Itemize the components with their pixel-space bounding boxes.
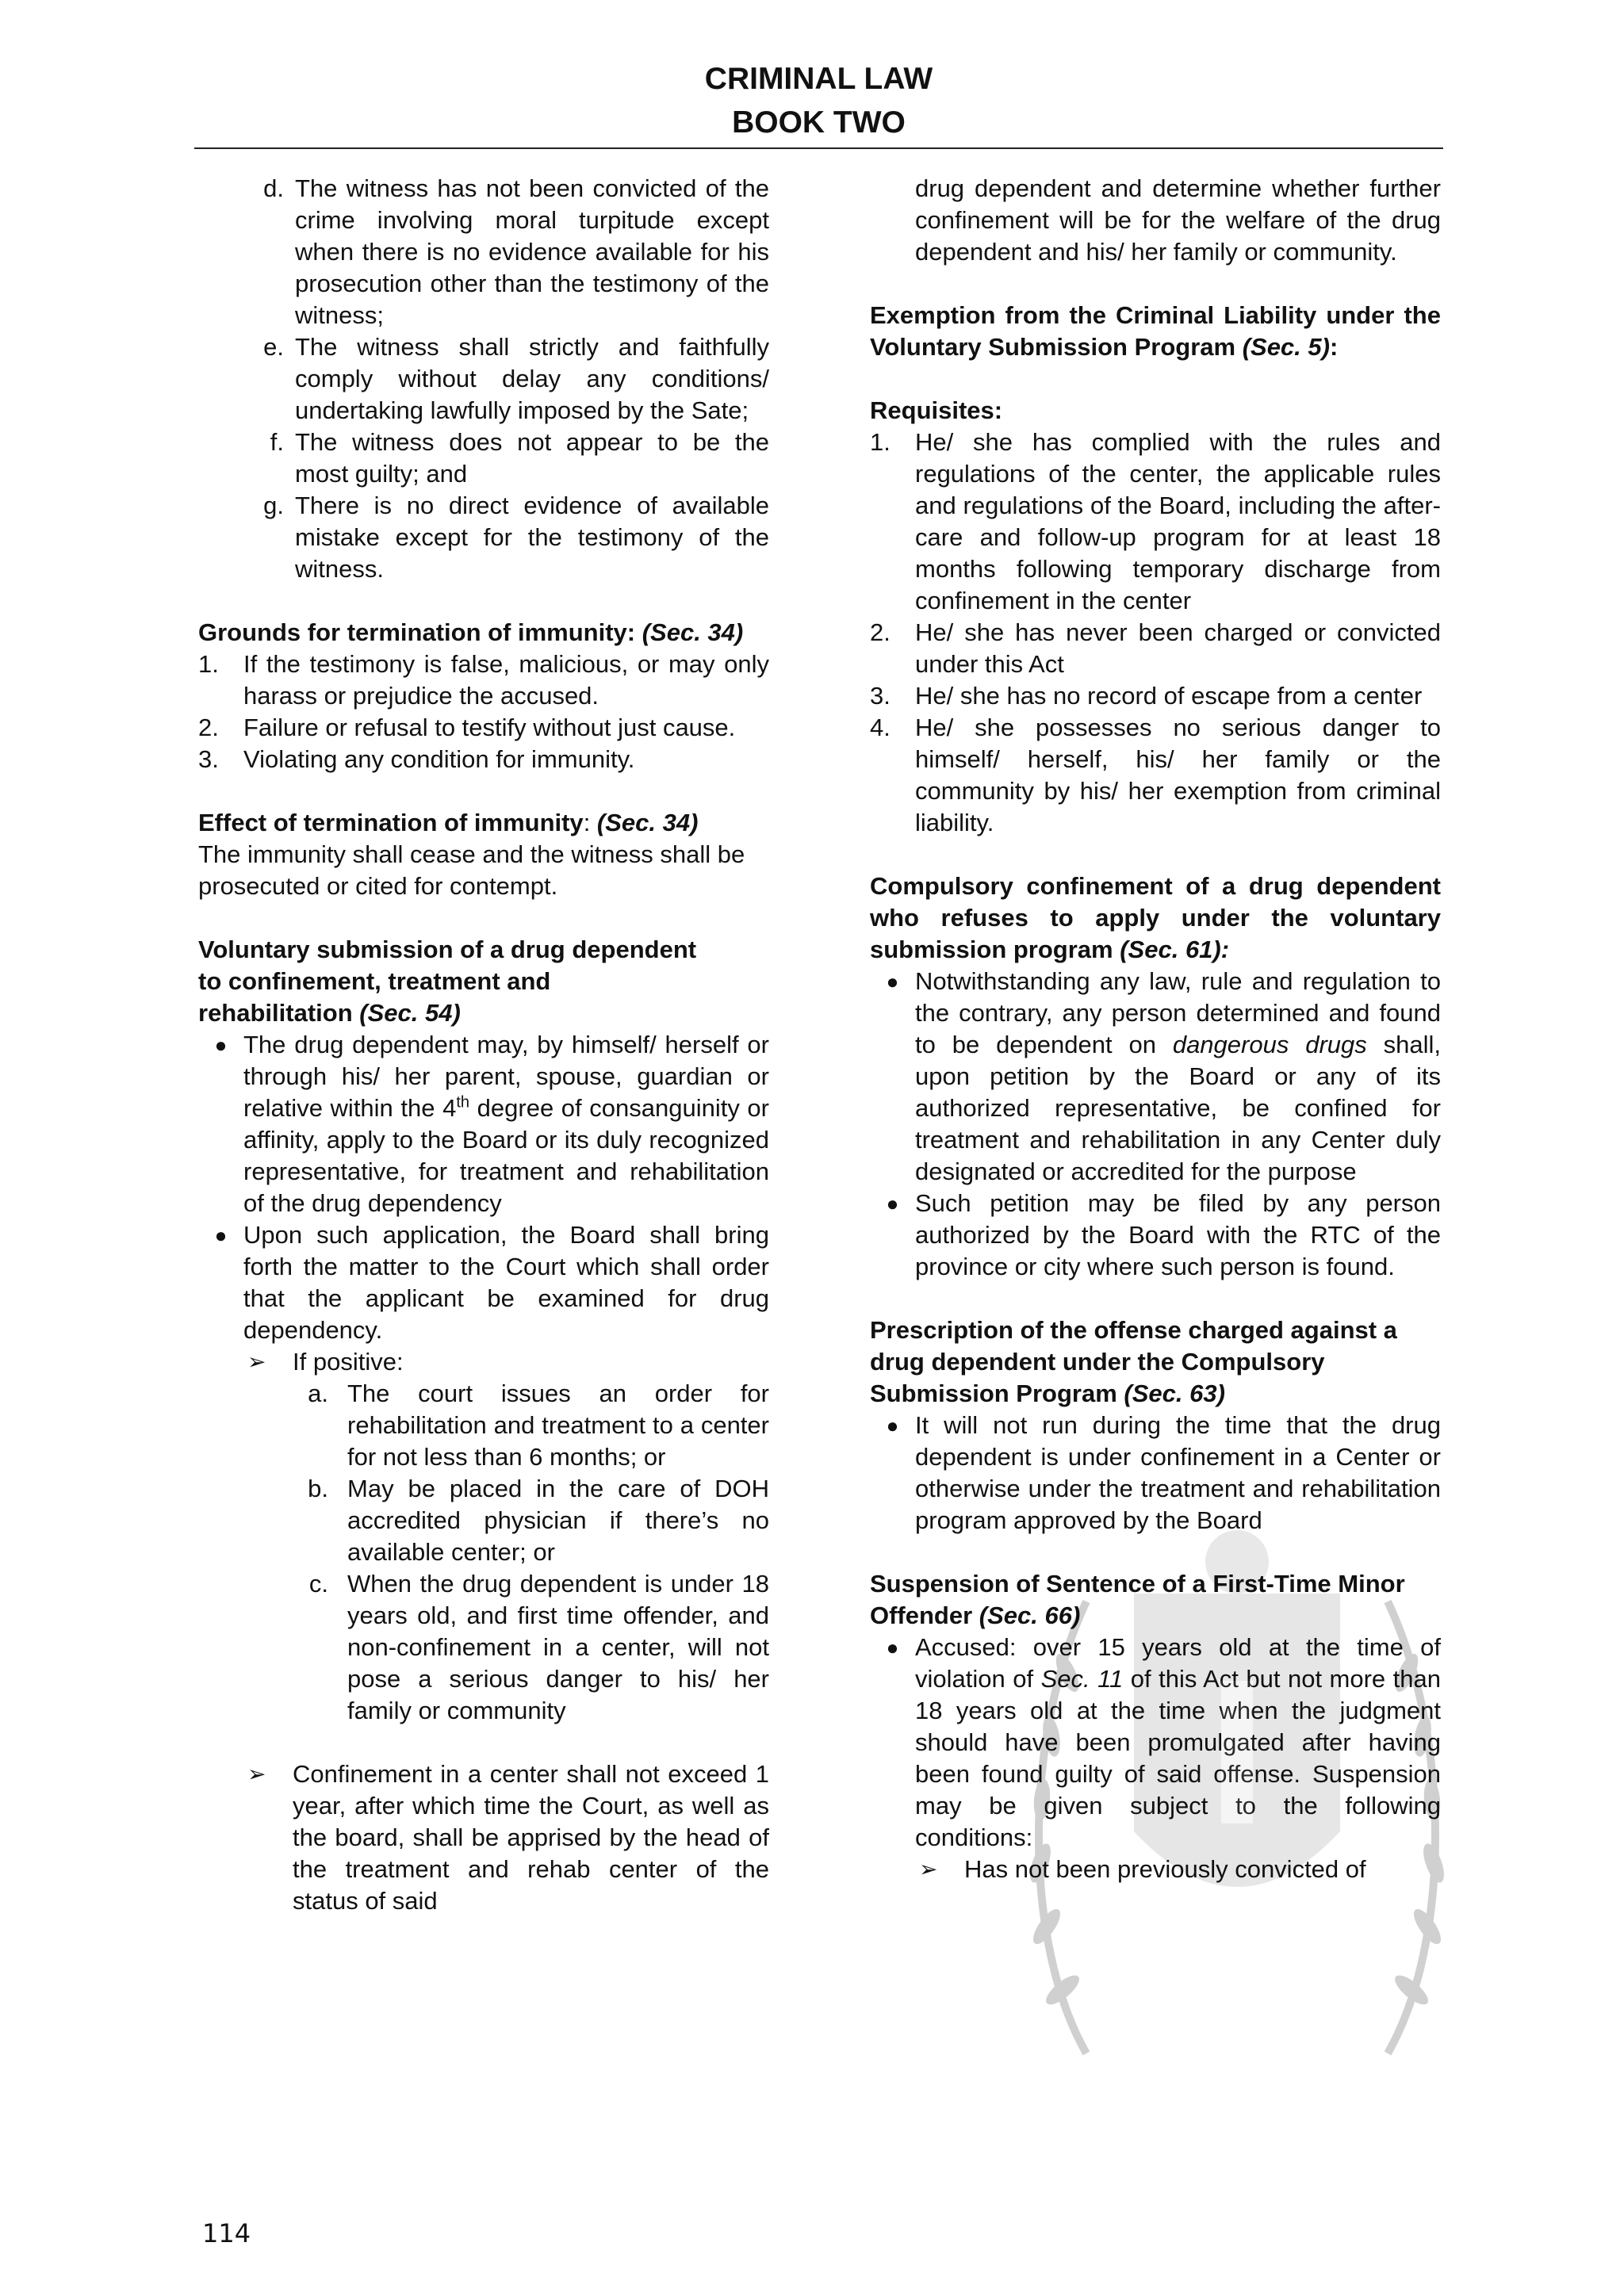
list-text: The witness does not appear to be the most guilty; and [295, 428, 769, 488]
list-text: The court issues an order for rehabilitation and treatment to a center for not less than 6 months; or [347, 1380, 769, 1471]
bullet-icon: ● [214, 1033, 228, 1057]
list-text: Has not been previously convicted of [964, 1855, 1366, 1883]
list-item [198, 427, 769, 490]
prescription-section [870, 1314, 1441, 1536]
list-marker: e. [263, 333, 284, 361]
list-text: Violating any condition for immunity. [243, 745, 635, 773]
list-item [198, 744, 769, 775]
list-text: drug dependent and determine whether further confinement will be for the welfare of the drug dependent and his/ her family or community. [915, 174, 1441, 266]
list-item [870, 427, 1441, 617]
voluntary-section [198, 934, 769, 1917]
list-text: He/ she has complied with the rules and regulations of the center, the applicable rules and regulations of the Board, including the after-care and follow-up program for at least 18 months following temporary discharge from confinement in the center [915, 428, 1441, 614]
header-subtitle: BOOK TWO [732, 105, 906, 140]
bullet-item [870, 966, 1441, 1188]
list-text: When the drug dependent is under 18 years old, and first time offender, and non-confinement in a center, will not pose a serious danger to his/ her family or community [347, 1570, 769, 1724]
list-text: Notwithstanding any law, rule and regulation to the contrary, any person determined and found to be dependent on dangerous drugs shall, upon petition by the Board or any of its authorized representative, be confined for treatment and rehabilitation in any Center duly designated or accredited for the purpose [915, 967, 1441, 1185]
bullet-item [870, 1410, 1441, 1536]
list-text: Accused: over 15 years old at the time of violation of Sec. 11 of this Act but not more than 18 years old at the time when the judgment should have been promulgated after having been found guilty of said offense. Suspension may be given subject to the following conditions: [915, 1633, 1441, 1851]
list-text: Such petition may be filed by any person authorized by the Board with the RTC of the province or city where such person is found. [915, 1189, 1441, 1280]
list-marker: 3. [198, 745, 219, 773]
list-text: Confinement in a center shall not exceed 1 year, after which time the Court, as well as the board, shall be apprised by the head of the treatment and rehab center of the status of said [293, 1760, 769, 1915]
arrow-icon: ➢ [247, 1349, 266, 1374]
arrow-icon: ➢ [247, 1762, 266, 1786]
list-text: May be placed in the care of DOH accredited physician if there’s no available center; or [347, 1475, 769, 1566]
list-item [198, 1568, 769, 1727]
list-marker: 1. [198, 650, 219, 678]
list-text: The witness shall strictly and faithfully comply without delay any conditions/ undertaking lawfully imposed by the Sate; [295, 333, 769, 424]
list-item [198, 1378, 769, 1473]
list-text: He/ she has never been charged or convicted under this Act [915, 618, 1441, 678]
header-rule [194, 147, 1443, 149]
list-text: Failure or refusal to testify without just cause. [243, 714, 736, 741]
section-heading: Compulsory confinement of a drug dependent who refuses to apply under the voluntary submission program (Sec. 61): [870, 872, 1441, 963]
list-item [870, 617, 1441, 680]
bullet-item [198, 1029, 769, 1219]
arrow-item [198, 1346, 769, 1378]
requisites-section [870, 395, 1441, 839]
bullet-icon: ● [886, 970, 899, 993]
list-text: Upon such application, the Board shall bring forth the matter to the Court which shall order that the applicant be examined for drug dependency. [243, 1221, 769, 1344]
bullet-item [198, 1219, 769, 1346]
section-reference: (Sec. 61): [1120, 936, 1230, 963]
list-marker: a. [308, 1380, 328, 1407]
list-text: If positive: [293, 1348, 404, 1376]
section-heading: Requisites: [870, 396, 1003, 424]
list-text: The drug dependent may, by himself/ herself or through his/ her parent, spouse, guardian or relative within the 4th degree of consanguinity or affinity, apply to the Board or its duly recognized representative, for treatment and rehabilitation of the drug dependency [243, 1031, 769, 1217]
list-marker: 3. [870, 682, 891, 710]
suspension-section [870, 1568, 1441, 1885]
list-text: If the testimony is false, malicious, or may only harass or prejudice the accused. [243, 650, 769, 710]
list-text: There is no direct evidence of available mistake except for the testimony of the witness. [295, 492, 769, 583]
list-marker: 2. [870, 618, 891, 646]
effect-section [198, 807, 769, 902]
list-marker: b. [308, 1475, 328, 1502]
list-marker: f. [270, 428, 284, 456]
list-marker: 2. [198, 714, 219, 741]
list-marker: g. [263, 492, 284, 519]
page-number: 114 [202, 2218, 251, 2248]
bullet-item [870, 1632, 1441, 1854]
list-item [198, 712, 769, 744]
section-heading: Grounds for termination of immunity: (Sec. 34) [198, 618, 744, 646]
section-heading: Suspension of Sentence of a First-Time Minor Offender (Sec. 66) [870, 1570, 1405, 1629]
list-item [198, 1473, 769, 1568]
bullet-icon: ● [214, 1223, 228, 1247]
left-column [198, 173, 769, 1917]
list-text: The witness has not been convicted of the crime involving moral turpitude except when there is no evidence available for his prosecution other than the testimony of the witness; [295, 174, 769, 329]
list-item [198, 649, 769, 712]
list-item [198, 331, 769, 427]
arrow-item [870, 1854, 1441, 1885]
section-heading: Exemption from the Criminal Liability under the Voluntary Submission Program (Sec. 5): [870, 301, 1441, 361]
bullet-item [870, 1188, 1441, 1283]
section-heading: Effect of termination of immunity: (Sec. 34) [198, 809, 699, 836]
paragraph: The immunity shall cease and the witness shall be prosecuted or cited for contempt. [198, 840, 745, 900]
section-reference: (Sec. 34) [642, 618, 744, 646]
compulsory-section [870, 871, 1441, 1283]
section-reference: (Sec. 5) [1242, 333, 1330, 361]
list-item [198, 173, 769, 331]
list-marker: 1. [870, 428, 891, 456]
bullet-icon: ● [886, 1192, 899, 1215]
grounds-section [198, 617, 769, 775]
list-item [198, 490, 769, 585]
bullet-icon: ● [886, 1414, 899, 1437]
list-text: He/ she possesses no serious danger to himself/ herself, his/ her family or the community by his/ her exemption from criminal liability. [915, 714, 1441, 836]
list-item [870, 680, 1441, 712]
arrow-item [198, 1758, 769, 1917]
list-marker: d. [263, 174, 284, 202]
list-marker: 4. [870, 714, 891, 741]
condition-list [198, 173, 769, 585]
header-title: CRIMINAL LAW [704, 62, 933, 96]
section-heading: Voluntary submission of a drug dependent to confinement, treatment and rehabilitation (Sec. 54) [198, 936, 697, 1027]
arrow-icon: ➢ [919, 1857, 938, 1881]
section-reference: (Sec. 66) [979, 1601, 1081, 1629]
right-column [870, 173, 1441, 1885]
section-heading: Prescription of the offense charged against a drug dependent under the Compulsory Submission Program (Sec. 63) [870, 1316, 1397, 1407]
section-reference: (Sec. 63) [1124, 1380, 1225, 1407]
section-reference: (Sec. 54) [359, 999, 461, 1027]
list-text: It will not run during the time that the drug dependent is under confinement in a Center or otherwise under the treatment and rehabilitation program approved by the Board [915, 1411, 1441, 1534]
continuation-item [870, 173, 1441, 268]
header-block [194, 57, 1443, 144]
list-marker: c. [308, 1570, 328, 1598]
list-text: He/ she has no record of escape from a center [915, 682, 1423, 710]
list-item [870, 712, 1441, 839]
bullet-icon: ● [886, 1636, 899, 1659]
section-reference: (Sec. 34) [596, 809, 699, 836]
